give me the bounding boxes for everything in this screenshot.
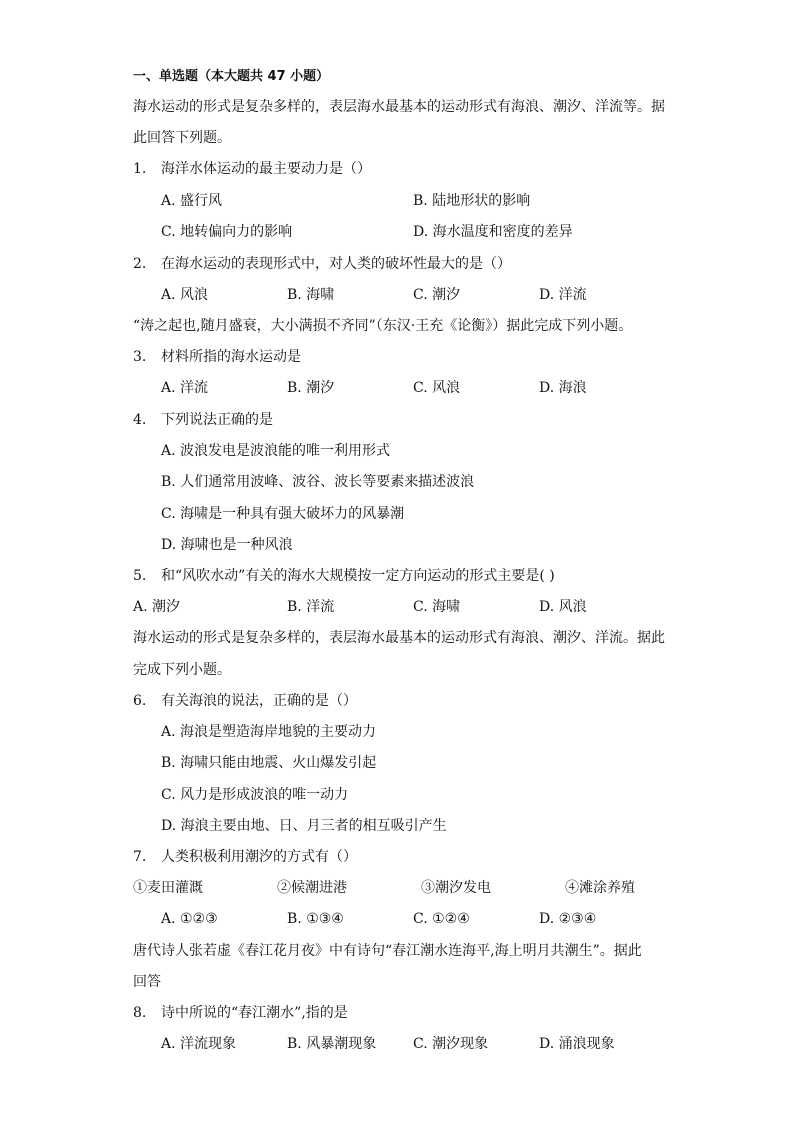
q2-option-a: A. 风浪 — [161, 287, 209, 303]
q6-option-b: B. 海啸只能由地震、火山爆发引起 — [161, 755, 377, 771]
question-number: 6. — [133, 693, 147, 709]
q3-option-c: C. 风浪 — [413, 380, 461, 396]
question-stem: 有关海浪的说法，正确的是（） — [161, 693, 357, 709]
q1-option-d: D. 海水温度和密度的差异 — [413, 224, 573, 240]
question-number: 2. — [133, 256, 147, 272]
q1-option-b: B. 陆地形状的影响 — [413, 193, 531, 209]
q8-option-a: A. 洋流现象 — [161, 1036, 237, 1052]
question-stem: 海洋水体运动的最主要动力是（） — [161, 161, 371, 177]
intro-3-line-1: 海水运动的形式是复杂多样的，表层海水最基本的运动形式有海浪、潮汐、洋流。据此 — [133, 630, 665, 646]
q1-option-c: C. 地转偏向力的影响 — [161, 224, 293, 240]
q5-option-d: D. 风浪 — [539, 599, 587, 615]
q3-option-b: B. 潮汐 — [287, 380, 335, 396]
q7-item-3: ③潮汐发电 — [421, 880, 491, 896]
q7-item-4: ④滩涂养殖 — [565, 880, 635, 896]
question-stem: 和“风吹水动”有关的海水大规模按一定方向运动的形式主要是( ) — [161, 568, 555, 584]
question-stem: 材料所指的海水运动是 — [161, 349, 301, 365]
question-number: 5. — [133, 568, 147, 584]
q8-option-d: D. 涌浪现象 — [539, 1036, 615, 1052]
question-stem: 在海水运动的表现形式中，对人类的破坏性最大的是（） — [161, 256, 511, 272]
question-number: 8. — [133, 1005, 147, 1021]
q7-option-a: A. ①②③ — [161, 911, 218, 927]
q3-option-a: A. 洋流 — [161, 380, 209, 396]
q7-option-c: C. ①②④ — [413, 911, 470, 927]
q4-option-a: A. 波浪发电是波浪能的唯一利用形式 — [161, 443, 391, 459]
intro-1-line-2: 此回答下列题。 — [133, 130, 231, 146]
question-number: 4. — [133, 412, 147, 428]
q4-option-c: C. 海啸是一种具有强大破坏力的风暴潮 — [161, 506, 405, 522]
section-title: 一、单选题（本大题共 47 小题） — [133, 69, 330, 84]
q8-option-b: B. 风暴潮现象 — [287, 1036, 377, 1052]
q7-option-d: D. ②③④ — [539, 911, 597, 927]
q1-option-a: A. 盛行风 — [161, 193, 223, 209]
q6-option-c: C. 风力是形成波浪的唯一动力 — [161, 787, 349, 803]
q8-option-c: C. 潮汐现象 — [413, 1036, 489, 1052]
q5-option-c: C. 海啸 — [413, 599, 461, 615]
q6-option-d: D. 海浪主要由地、日、月三者的相互吸引产生 — [161, 818, 447, 834]
question-stem: 下列说法正确的是 — [161, 412, 273, 428]
q2-option-d: D. 洋流 — [539, 287, 587, 303]
intro-1-line-1: 海水运动的形式是复杂多样的，表层海水最基本的运动形式有海浪、潮汐、洋流等。据 — [133, 99, 665, 115]
q2-option-c: C. 潮汐 — [413, 287, 461, 303]
question-stem: 人类积极利用潮汐的方式有（） — [161, 849, 357, 865]
intro-2: “涛之起也,随月盛衰，大小满损不齐同”（东汉·王充《论衡》）据此完成下列小题。 — [133, 318, 633, 334]
q7-item-2: ②候潮进港 — [277, 880, 347, 896]
q4-option-b: B. 人们通常用波峰、波谷、波长等要素来描述波浪 — [161, 474, 475, 490]
intro-4-line-1: 唐代诗人张若虚《春江花月夜》中有诗句“春江潮水连海平,海上明月共潮生”。据此 — [133, 943, 642, 959]
intro-4-line-2: 回答 — [133, 974, 161, 990]
question-number: 3. — [133, 349, 147, 365]
q7-option-b: B. ①③④ — [287, 911, 344, 927]
q4-option-d: D. 海啸也是一种风浪 — [161, 537, 293, 553]
q5-option-b: B. 洋流 — [287, 599, 335, 615]
q6-option-a: A. 海浪是塑造海岸地貌的主要动力 — [161, 724, 377, 740]
q3-option-d: D. 海浪 — [539, 380, 587, 396]
question-number: 1. — [133, 161, 147, 177]
q5-option-a: A. 潮汐 — [133, 599, 181, 615]
intro-3-line-2: 完成下列小题。 — [133, 662, 231, 678]
question-number: 7. — [133, 849, 147, 865]
q2-option-b: B. 海啸 — [287, 287, 335, 303]
q7-item-1: ①麦田灌溉 — [133, 880, 203, 896]
question-stem: 诗中所说的“春江潮水”,指的是 — [161, 1005, 348, 1021]
